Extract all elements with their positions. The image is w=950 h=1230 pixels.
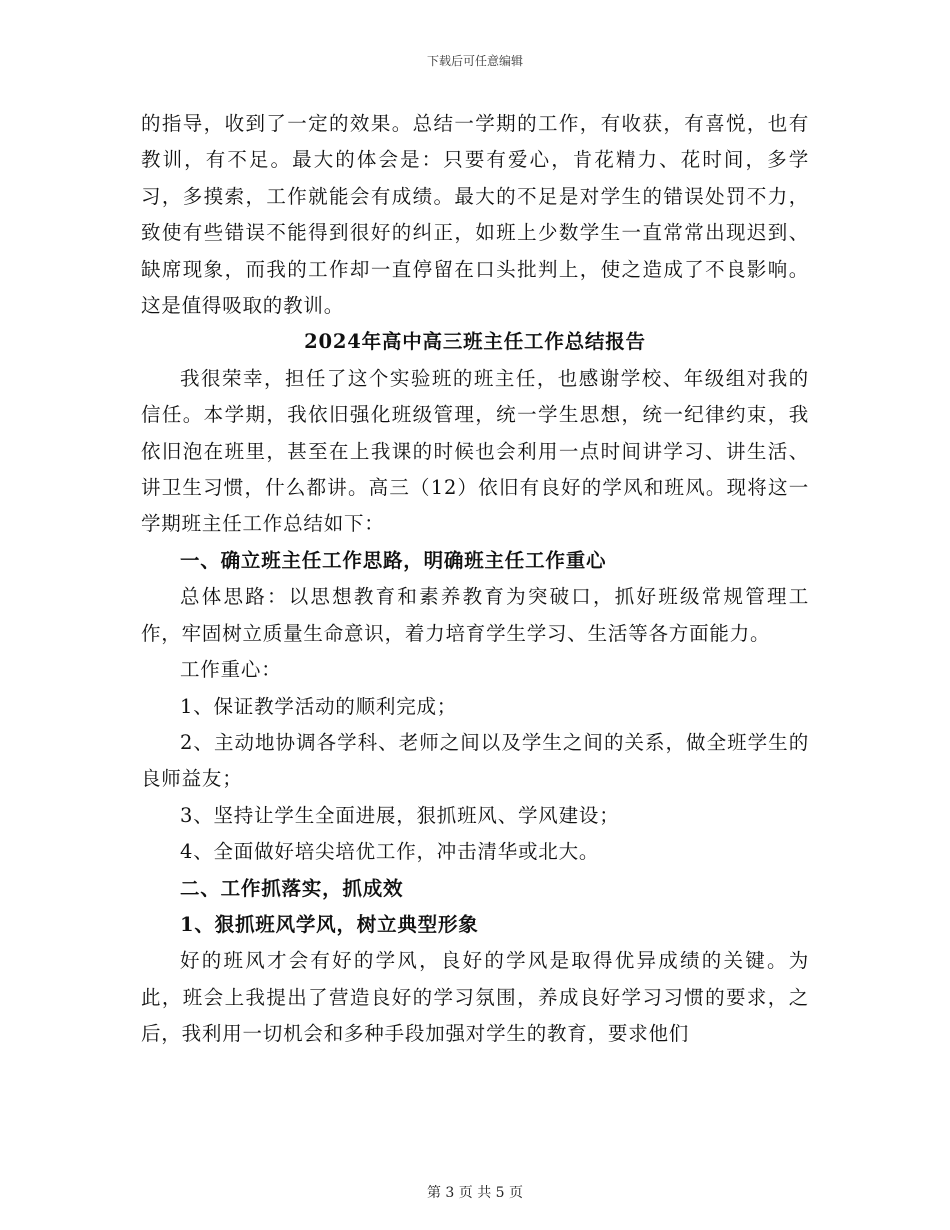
focus-item: 1、保证教学活动的顺利完成； — [180, 694, 458, 718]
page-number: 第 3 页 共 5 页 — [426, 1185, 524, 1201]
section-heading-2: 二、工作抓落实，抓成效 — [180, 876, 404, 900]
document-title: 2024年高中高三班主任工作总结报告 — [304, 330, 646, 354]
intro-paragraph: 我很荣幸，担任了这个实验班的班主任，也感谢学校、年级组对我的信任。本学期，我依旧强化班级管理，统一学生思想，统一纪律约束，我依旧泡在班里，甚至在上我课的时候也会利用一点时间讲学习、讲生活、讲卫生习惯，什么都讲。高三（12）依旧有良好的学风和班风。现将这一学期班主任工作总结如下： — [141, 366, 809, 536]
focus-item: 3、坚持让学生全面进展，狠抓班风、学风建设； — [180, 803, 620, 827]
section1-paragraph: 总体思路：以思想教育和素养教育为突破口，抓好班级常规管理工作，牢固树立质量生命意识，着力培育学生学习、生活等各方面能力。 — [141, 585, 809, 645]
subsection1-paragraph: 好的班风才会有好的学风，良好的学风是取得优异成绩的关键。为此，班会上我提出了营造良好的学习氛围，养成良好学习习惯的要求，之后，我利用一切机会和多种手段加强对学生的教育，要求他们 — [141, 949, 809, 1046]
document-body — [141, 106, 809, 1053]
focus-label: 工作重心： — [180, 658, 282, 682]
section-heading-1: 一、确立班主任工作思路，明确班主任工作重心 — [180, 548, 607, 572]
page-header-note: 下载后可任意编辑 — [426, 54, 523, 68]
subsection-heading-1: 1、狠抓班风学风，树立典型形象 — [180, 912, 479, 936]
focus-item: 4、全面做好培尖培优工作，冲击清华或北大。 — [180, 840, 600, 864]
focus-item: 2、主动地协调各学科、老师之间以及学生之间的关系，做全班学生的良师益友； — [141, 730, 809, 791]
paragraph-continuation: 的指导，收到了一定的效果。总结一学期的工作，有收获，有喜悦，也有教训，有不足。最大的体会是：只要有爱心，肯花精力、花时间，多学习，多摸索，工作就能会有成绩。最大的不足是对学生的错误处罚不力，致使有些错误不能得到很好的纠正，如班上少数学生一直常常出现迟到、缺席现象，而我的工作却一直停留在口头批判上，使之造成了不良影响。这是值得吸取的教训。 — [141, 112, 809, 318]
